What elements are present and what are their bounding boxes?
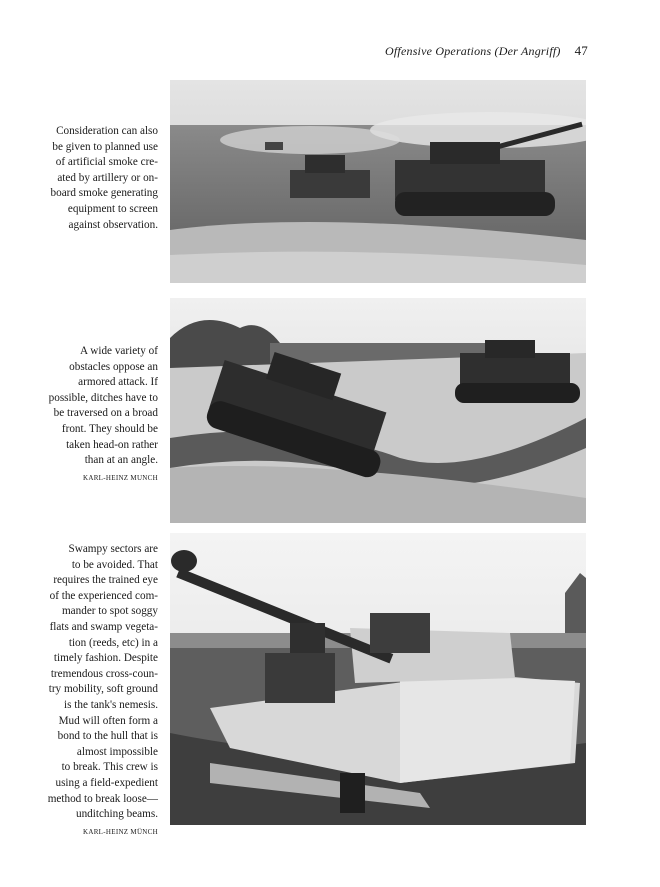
caption-line: of the experienced com- xyxy=(49,589,158,602)
caption-line: timely fashion. Despite xyxy=(53,652,158,665)
caption-line: using a field-expedient xyxy=(55,776,158,789)
caption-line: obstacles oppose an xyxy=(69,360,158,373)
photo-tank-unditching xyxy=(170,533,586,825)
caption-line: unditching beams. xyxy=(75,808,158,821)
caption-line: be given to planned use xyxy=(52,140,158,153)
caption-line: mander to spot soggy xyxy=(61,605,158,618)
photo-credit: KARL-HEINZ MÜNCH xyxy=(83,827,158,836)
caption-line: taken head-on rather xyxy=(66,438,158,451)
caption-line: be traversed on a broad xyxy=(53,407,158,420)
caption-line: equipment to screen xyxy=(67,202,158,215)
caption-smoke xyxy=(8,124,158,233)
caption-line: Consideration can also xyxy=(56,125,158,137)
caption-line: method to break loose— xyxy=(47,792,158,805)
caption-line: than at an angle. xyxy=(84,454,158,467)
caption-line: tion (reeds, etc) in a xyxy=(68,636,158,649)
caption-line: of artificial smoke cre- xyxy=(55,156,158,169)
running-header xyxy=(385,43,588,59)
photo-tanks-ditch xyxy=(170,298,586,523)
page-number: 47 xyxy=(574,43,588,58)
caption-line: tremendous cross-coun- xyxy=(50,667,158,680)
caption-obstacles xyxy=(8,344,158,485)
caption-line: Mud will often form a xyxy=(58,714,158,727)
running-header-title: Offensive Operations (Der Angriff) xyxy=(385,44,561,58)
caption-line: against observation. xyxy=(68,218,158,231)
caption-line: ated by artillery or on- xyxy=(57,171,158,184)
caption-line: board smoke generating xyxy=(50,187,158,200)
caption-line: flats and swamp vegeta- xyxy=(49,620,158,633)
photo-tanks-smoke xyxy=(170,80,586,283)
caption-line: armored attack. If xyxy=(78,376,158,389)
caption-line: front. They should be xyxy=(61,422,158,435)
caption-line: try mobility, soft ground xyxy=(48,683,158,696)
caption-line: Swampy sectors are xyxy=(68,543,158,555)
caption-line: requires the trained eye xyxy=(53,574,158,587)
caption-line: bond to the hull that is xyxy=(57,730,158,743)
caption-swamp xyxy=(8,542,158,839)
caption-line: possible, ditches have to xyxy=(48,391,158,404)
caption-line: is the tank's nemesis. xyxy=(64,698,158,711)
caption-line: to break. This crew is xyxy=(61,761,158,774)
caption-line: to be avoided. That xyxy=(71,558,158,571)
photo-credit: KARL-HEINZ MUNCH xyxy=(83,473,158,482)
caption-line: A wide variety of xyxy=(80,345,158,357)
caption-line: almost impossible xyxy=(76,745,158,758)
